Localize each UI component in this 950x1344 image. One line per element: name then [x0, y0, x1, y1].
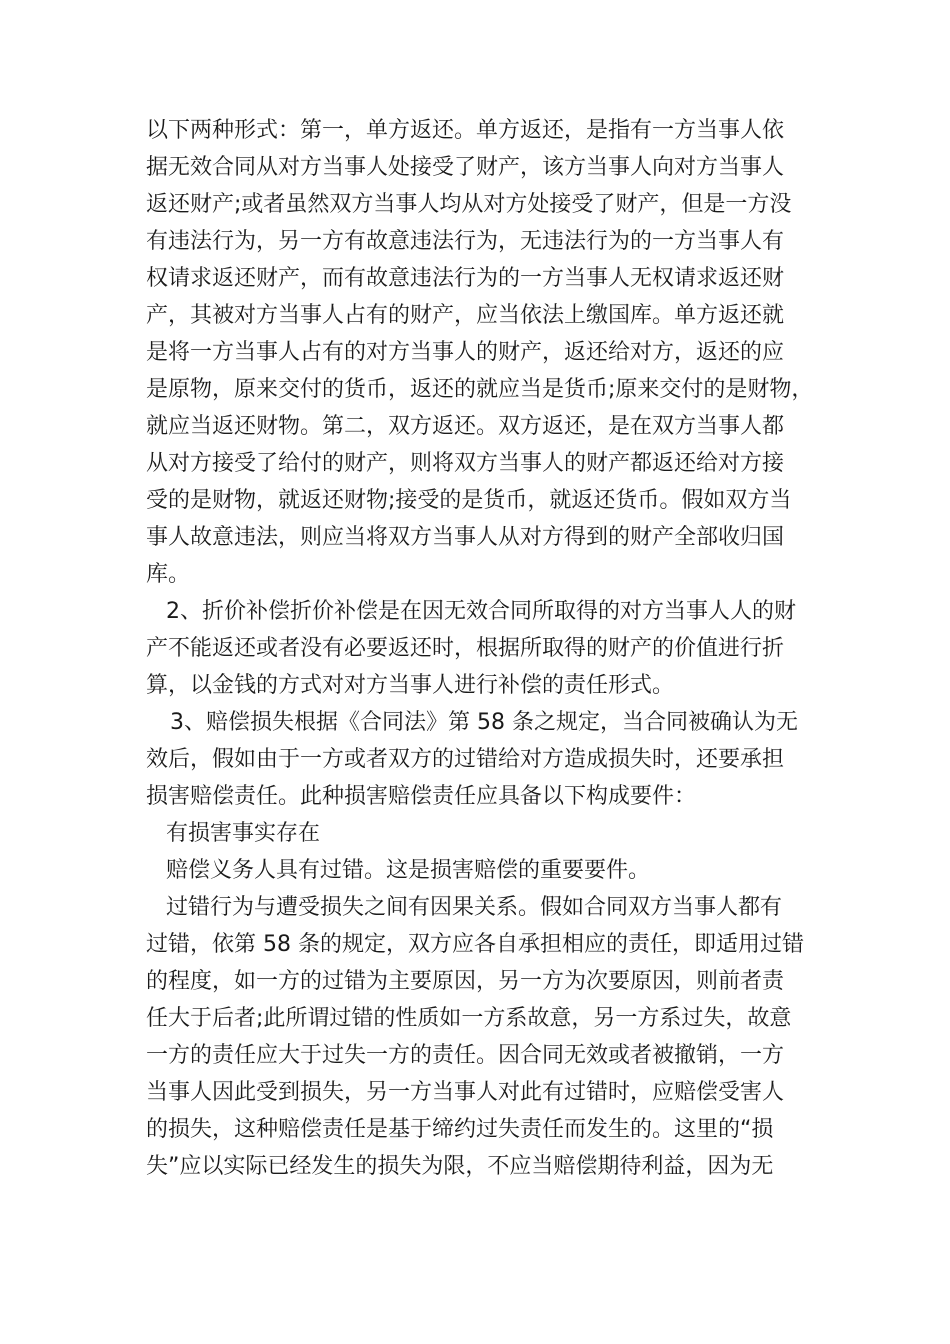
text-line: 库。 [146, 562, 191, 587]
text-line: 以下两种形式：第一，单方返还。单方返还，是指有一方当事人依 [146, 118, 785, 143]
text-line: 过错，依第 58 条的规定，双方应各自承担相应的责任，即适用过错 [146, 932, 804, 957]
text-line: 的程度，如一方的过错为主要原因，另一方为次要原因，则前者责 [146, 969, 785, 994]
text-line: 损害赔偿责任。此种损害赔偿责任应具备以下构成要件： [146, 784, 697, 809]
text-line: 算，以金钱的方式对对方当事人进行补偿的责任形式。 [146, 673, 675, 698]
text-line: 失”应以实际已经发生的损失为限，不应当赔偿期待利益，因为无 [146, 1154, 774, 1179]
text-line: 权请求返还财产，而有故意违法行为的一方当事人无权请求返还财 [146, 266, 785, 291]
body-text [146, 112, 826, 1185]
text-line: 有违法行为，另一方有故意违法行为，无违法行为的一方当事人有 [146, 229, 785, 254]
text-line: 据无效合同从对方当事人处接受了财产，该方当事人向对方当事人 [146, 155, 785, 180]
text-line: 是原物，原来交付的货币，返还的就应当是货币;原来交付的是财物， [146, 377, 814, 402]
text-line: 3、赔偿损失根据《合同法》第 58 条之规定，当合同被确认为无 [170, 710, 798, 735]
text-line: 返还财产;或者虽然双方当事人均从对方处接受了财产，但是一方没 [146, 192, 792, 217]
text-line: 是将一方当事人占有的对方当事人的财产，返还给对方，返还的应 [146, 340, 785, 365]
text-line: 从对方接受了给付的财产，则将双方当事人的财产都返还给对方接 [146, 451, 785, 476]
text-line: 任大于后者;此所谓过错的性质如一方系故意，另一方系过失，故意 [146, 1006, 792, 1031]
text-line: 的损失，这种赔偿责任是基于缔约过失责任而发生的。这里的“损 [146, 1117, 774, 1142]
text-line: 当事人因此受到损失，另一方当事人对此有过错时，应赔偿受害人 [146, 1080, 785, 1105]
text-line: 事人故意违法，则应当将双方当事人从对方得到的财产全部收归国 [146, 525, 785, 550]
text-line: 效后，假如由于一方或者双方的过错给对方造成损失时，还要承担 [146, 747, 785, 772]
text-line: 受的是财物，就返还财物;接受的是货币，就返还货币。假如双方当 [146, 488, 792, 513]
text-line: 有损害事实存在 [166, 821, 321, 846]
text-line: 一方的责任应大于过失一方的责任。因合同无效或者被撤销，一方 [146, 1043, 785, 1068]
text-line: 赔偿义务人具有过错。这是损害赔偿的重要要件。 [166, 858, 651, 883]
text-line: 产不能返还或者没有必要返还时，根据所取得的财产的价值进行折 [146, 636, 785, 661]
text-line: 产，其被对方当事人占有的财产，应当依法上缴国库。单方返还就 [146, 303, 785, 328]
text-line: 就应当返还财物。第二，双方返还。双方返还，是在双方当事人都 [146, 414, 785, 439]
text-line: 过错行为与遭受损失之间有因果关系。假如合同双方当事人都有 [166, 895, 783, 920]
text-line: 2、折价补偿折价补偿是在因无效合同所取得的对方当事人人的财 [166, 599, 796, 624]
